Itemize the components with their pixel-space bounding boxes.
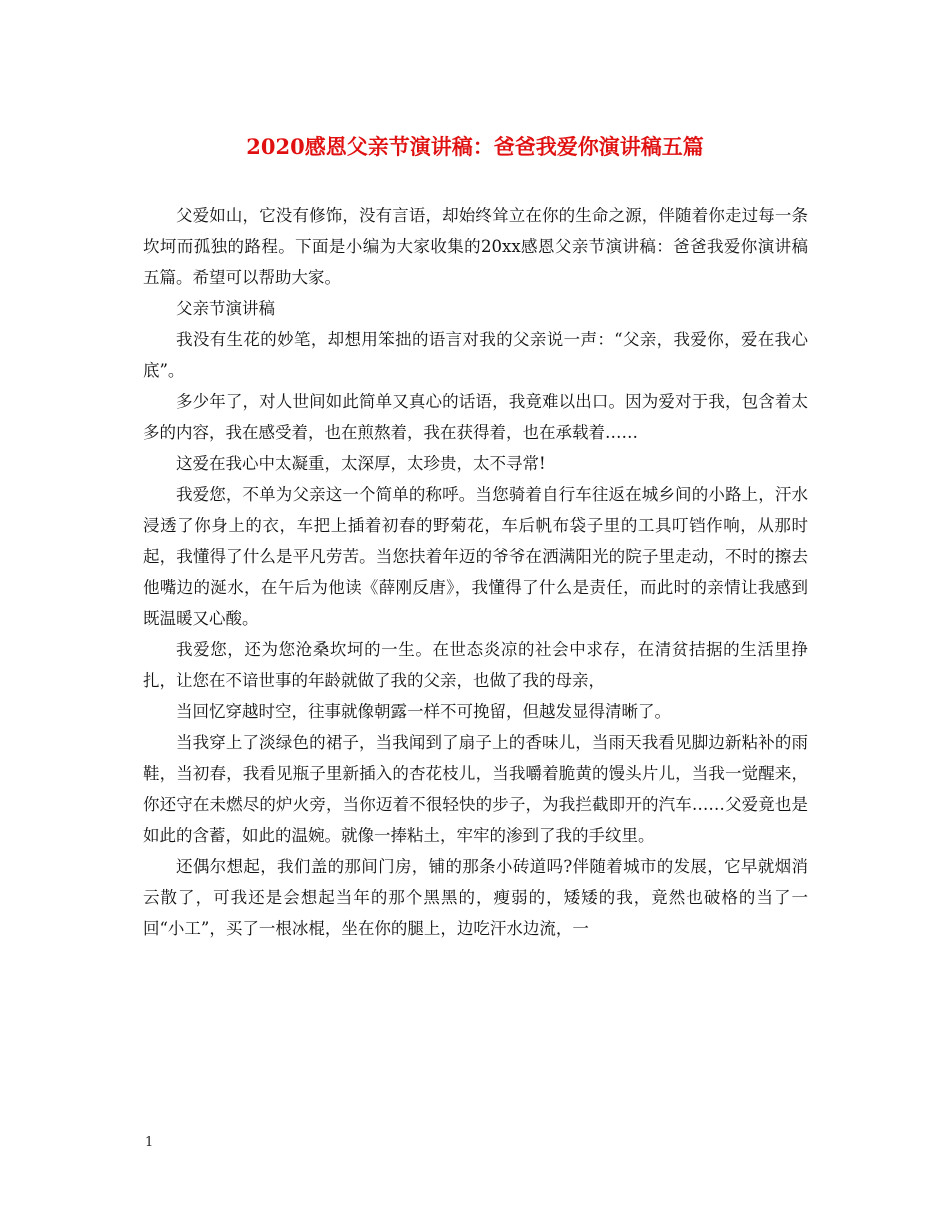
page-number: 1 [145,1135,154,1150]
paragraph: 我爱您，不单为父亲这一个简单的称呼。当您骑着自行车往返在城乡间的小路上，汗水浸透了你身上的衣，车把上插着初春的野菊花，车后帆布袋子里的工具叮铛作响，从那时起，我懂得了什么是平凡劳苦。当您扶着年迈的爷爷在洒满阳光的院子里走动，不时的擦去他嘴边的涎水，在午后为他读《薛刚反唐》，我懂得了什么是责任，而此时的亲情让我感到既温暖又心酸。 [143,485,808,628]
paragraph: 还偶尔想起，我们盖的那间门房，铺的那条小砖道吗?伴随着城市的发展，它早就烟消云散了，可我还是会想起当年的那个黑黑的，瘦弱的，矮矮的我，竟然也破格的当了一回“小工”，买了一根冰棍，坐在你的腿上，边吃汗水边流，一 [143,857,808,938]
document-body [143,200,808,944]
paragraph: 多少年了，对人世间如此简单又真心的话语，我竟难以出口。因为爱对于我，包含着太多的内容，我在感受着，也在煎熬着，我在获得着，也在承载着…… [143,392,808,442]
section-heading: 父亲节演讲稿 [176,299,275,318]
paragraph-intro: 父爱如山，它没有修饰，没有言语，却始终耸立在你的生命之源，伴随着你走过每一条坎坷而孤独的路程。下面是小编为大家收集的20xx感恩父亲节演讲稿：爸爸我爱你演讲稿五篇。希望可以帮助大家。 [143,206,808,287]
paragraph: 我爱您，还为您沧桑坎坷的一生。在世态炎凉的社会中求存，在清贫拮据的生活里挣扎，让您在不谙世事的年龄就做了我的父亲，也做了我的母亲， [143,640,808,690]
document-title: 2020感恩父亲节演讲稿：爸爸我爱你演讲稿五篇 [246,134,704,159]
paragraph: 这爱在我心中太凝重，太深厚，太珍贵，太不寻常! [176,454,546,473]
paragraph: 当回忆穿越时空，往事就像朝露一样不可挽留，但越发显得清晰了。 [176,702,671,721]
paragraph: 我没有生花的妙笔，却想用笨拙的语言对我的父亲说一声：“父亲，我爱你，爱在我心底”。 [143,330,808,380]
paragraph: 当我穿上了淡绿色的裙子，当我闻到了扇子上的香味儿，当雨天我看见脚边新粘补的雨鞋，当初春，我看见瓶子里新插入的杏花枝儿，当我嚼着脆黄的馒头片儿，当我一觉醒来，你还守在未燃尽的炉火旁，当你迈着不很轻快的步子，为我拦截即开的汽车……父爱竟也是如此的含蓄，如此的温婉。就像一捧粘土，牢牢的渗到了我的手纹里。 [143,733,808,845]
